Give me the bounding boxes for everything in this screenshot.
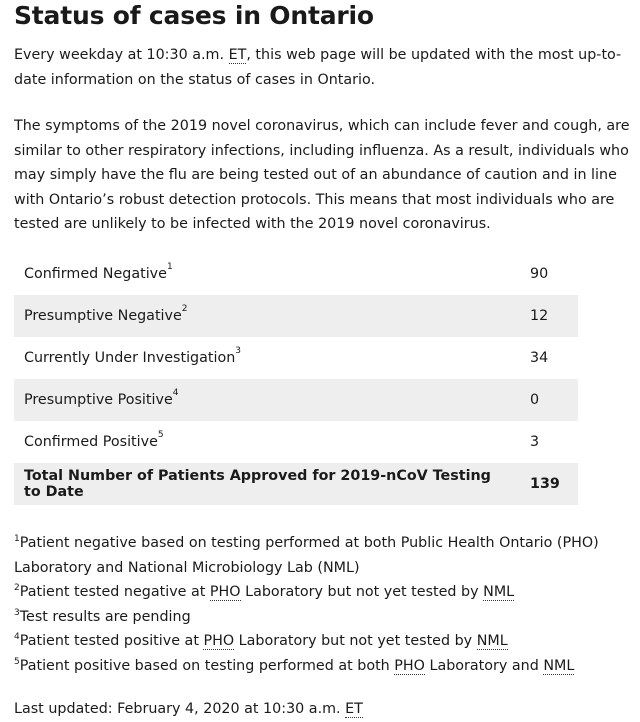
footnote-1 <box>14 531 632 580</box>
footnote-text: Laboratory and <box>424 657 544 674</box>
footnote-text: Patient negative based on testing performed at both Public Health Ontario (PHO) Laboratory and National Microbiology Lab (NML) <box>14 535 599 576</box>
row-value: 34 <box>530 350 549 366</box>
footnote-ref: 1 <box>166 262 173 272</box>
et-abbreviation[interactable]: ET <box>228 47 247 63</box>
footnote-text: Patient positive based on testing performed at both <box>19 657 395 674</box>
table-row <box>14 421 578 463</box>
row-label <box>14 253 514 295</box>
table-row <box>14 337 578 379</box>
footnote-number: 4 <box>14 632 20 642</box>
footnote-ref: 3 <box>235 346 242 356</box>
row-label <box>14 421 514 463</box>
footnote-number: 3 <box>14 607 20 618</box>
footnote-text: Laboratory but not yet tested by <box>234 633 477 649</box>
pho-abbreviation[interactable]: PHO <box>394 657 425 674</box>
footnote-5 <box>14 654 632 679</box>
nml-abbreviation[interactable]: NML <box>476 633 508 649</box>
et-abbreviation[interactable]: ET <box>345 701 363 717</box>
row-label-text: Confirmed Positive <box>24 434 158 450</box>
row-label-text: Presumptive Negative <box>24 308 182 324</box>
update-notice <box>14 43 632 92</box>
table-row <box>14 253 578 295</box>
footnote-ref: 2 <box>181 304 188 314</box>
last-updated-text: Last updated: February 4, 2020 at 10:30 a.m. <box>14 701 346 717</box>
pho-abbreviation[interactable]: PHO <box>209 584 241 600</box>
page-title: Status of cases in Ontario <box>14 1 374 30</box>
footnotes <box>14 531 632 678</box>
footnote-4 <box>14 629 632 654</box>
footnote-text: Patient tested negative at <box>19 584 210 600</box>
total-value: 139 <box>514 463 578 505</box>
row-label-text: Confirmed Negative <box>24 266 167 282</box>
nml-abbreviation[interactable]: NML <box>543 657 575 674</box>
footnote-2 <box>14 580 632 605</box>
pho-abbreviation[interactable]: PHO <box>203 633 235 649</box>
update-notice-text: Every weekday at 10:30 a.m. <box>14 47 229 63</box>
row-label <box>14 337 514 379</box>
symptoms-paragraph: The symptoms of the 2019 novel coronavirus, which can include fever and cough, are similar to other respiratory infections, including influenza. As a result, individuals who may simply have the flu are being tested out of an abundance of caution and in line with Ontario’s robust detection protocols. This means that most individuals who are tested are unlikely to be infected with the 2019 novel coronavirus. <box>14 118 630 232</box>
footnote-number: 2 <box>14 583 20 593</box>
row-label <box>14 295 514 337</box>
last-updated <box>14 697 363 721</box>
footnote-3 <box>14 605 632 630</box>
case-status-table <box>14 253 578 505</box>
footnote-number: 1 <box>14 534 20 544</box>
footnote-text: Patient tested positive at <box>19 633 204 649</box>
table-row <box>14 379 578 421</box>
row-label <box>14 379 514 421</box>
row-value: 3 <box>530 434 540 450</box>
footnote-text: Laboratory but not yet tested by <box>240 584 484 600</box>
row-value: 12 <box>514 295 578 337</box>
table-row <box>14 295 578 337</box>
nml-abbreviation[interactable]: NML <box>483 584 515 600</box>
row-label-text: Currently Under Investigation <box>24 350 236 366</box>
footnote-ref: 4 <box>172 388 179 398</box>
row-value: 90 <box>530 266 549 282</box>
footnote-number: 5 <box>14 656 20 667</box>
footnote-ref: 5 <box>157 430 164 440</box>
footnote-text: Test results are pending <box>19 608 191 625</box>
row-label-text: Presumptive Positive <box>24 392 173 408</box>
update-notice-text-end: , this web page will be updated with the most up-to-date information on the status of cases in Ontario. <box>14 47 622 88</box>
total-row <box>14 463 578 505</box>
total-label: Total Number of Patients Approved for 2019-nCoV Testing to Date <box>14 463 514 505</box>
row-value: 0 <box>514 379 578 421</box>
